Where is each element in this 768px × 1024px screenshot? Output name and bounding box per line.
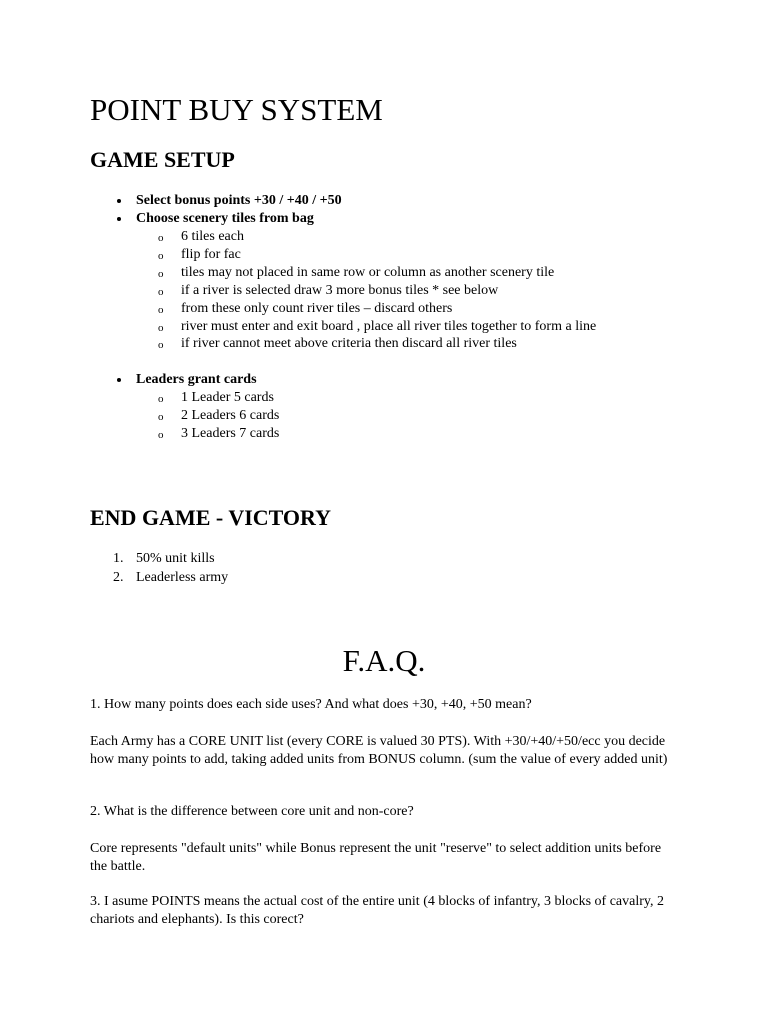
faq-answer: Each Army has a CORE UNIT list (every CORE is valued 30 PTS). With +30/+40/+50/ecc you decide how many points to add, taking added units from BONUS column. (sum the value of every added unit) bbox=[90, 734, 668, 767]
setup-item: Select bonus points +30 / +40 / +50 bbox=[136, 193, 342, 208]
sub-bullet-icon: o bbox=[158, 232, 164, 244]
setup-subitem: river must enter and exit board , place all river tiles together to form a line bbox=[181, 319, 597, 334]
setup-item: Leaders grant cards bbox=[136, 372, 257, 387]
bullet-icon bbox=[117, 199, 121, 203]
bullet-icon bbox=[117, 217, 121, 221]
setup-subitem: 3 Leaders 7 cards bbox=[181, 426, 280, 441]
list-number: 1. bbox=[113, 551, 124, 566]
sub-bullet-icon: o bbox=[158, 339, 164, 351]
list-number: 2. bbox=[113, 570, 124, 585]
sub-bullet-icon: o bbox=[158, 393, 164, 405]
bullet-icon bbox=[117, 378, 121, 382]
setup-subitem: flip for fac bbox=[181, 247, 241, 262]
page-title: POINT BUY SYSTEM bbox=[90, 92, 383, 127]
faq-question: 3. I asume POINTS means the actual cost of the entire unit (4 blocks of infantry, 3 blocks of cavalry, 2 chariots and elephants). Is this corect? bbox=[90, 894, 664, 927]
sub-bullet-icon: o bbox=[158, 286, 164, 298]
sub-bullet-icon: o bbox=[158, 411, 164, 423]
victory-item: Leaderless army bbox=[136, 570, 229, 585]
setup-subitem: tiles may not placed in same row or column as another scenery tile bbox=[181, 265, 555, 280]
victory-item: 50% unit kills bbox=[136, 551, 215, 566]
sub-bullet-icon: o bbox=[158, 429, 164, 441]
setup-subitem: 2 Leaders 6 cards bbox=[181, 408, 280, 423]
setup-item: Choose scenery tiles from bag bbox=[136, 211, 314, 226]
end-game-heading: END GAME - VICTORY bbox=[90, 505, 332, 530]
setup-subitem: 1 Leader 5 cards bbox=[181, 390, 274, 405]
setup-subitem: from these only count river tiles – discard others bbox=[181, 301, 453, 316]
faq-question: 2. What is the difference between core unit and non-core? bbox=[90, 804, 414, 819]
setup-subitem: if a river is selected draw 3 more bonus tiles * see below bbox=[181, 283, 499, 298]
sub-bullet-icon: o bbox=[158, 250, 164, 262]
faq-heading: F.A.Q. bbox=[342, 643, 426, 678]
sub-bullet-icon: o bbox=[158, 322, 164, 334]
faq-question: 1. How many points does each side uses? And what does +30, +40, +50 mean? bbox=[90, 697, 532, 712]
faq-answer: Core represents "default units" while Bonus represent the unit "reserve" to select addition units before the battle. bbox=[90, 841, 662, 874]
setup-subitem: 6 tiles each bbox=[181, 229, 244, 244]
setup-subitem: if river cannot meet above criteria then discard all river tiles bbox=[181, 336, 517, 351]
sub-bullet-icon: o bbox=[158, 304, 164, 316]
sub-bullet-icon: o bbox=[158, 268, 164, 280]
game-setup-heading: GAME SETUP bbox=[90, 147, 235, 172]
